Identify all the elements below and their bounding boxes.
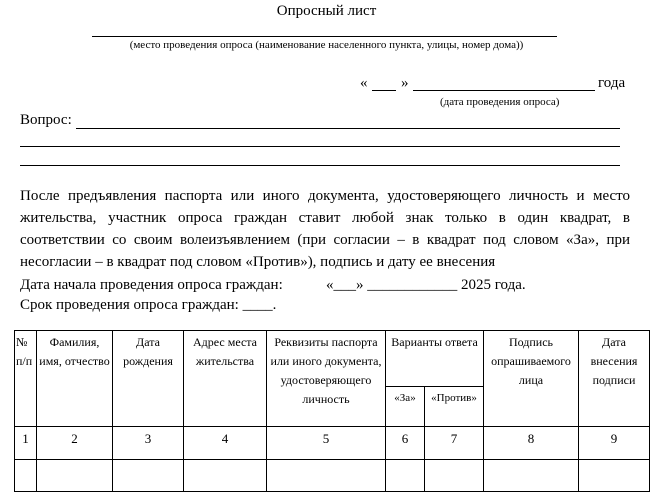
instructions: После предъявления паспорта или иного документа, удостоверяющего личность и место жительства, участник опроса граждан ставит любой знак только в один квадрат, в соответствии со своим волеизъявлением (при согласии – в квадрат под словом «За», при несогласии – в квадрат под словом «Против»), подпись и дату ее внесения <box>20 188 630 270</box>
empty-cell[interactable] <box>484 460 579 492</box>
col-number-9: 9 <box>579 427 650 460</box>
date-caption: (дата проведения опроса) <box>440 96 560 108</box>
question-line-2 <box>20 146 620 147</box>
empty-cell[interactable] <box>579 460 650 492</box>
question-label: Вопрос: <box>20 112 72 128</box>
header-answer-options: Варианты ответа <box>386 331 484 387</box>
place-caption: (место проведения опроса (наименование населенного пункта, улицы, номер дома)) <box>129 39 524 51</box>
empty-cell[interactable] <box>184 460 267 492</box>
date-open-quote: « <box>360 75 368 91</box>
header-birth-date: Дата рождения <box>113 331 184 427</box>
header-against: «Против» <box>425 387 484 427</box>
col-number-2: 2 <box>37 427 113 460</box>
empty-cell[interactable] <box>37 460 113 492</box>
header-passport: Реквизиты паспорта или иного документа, удостоверяющего личность <box>267 331 386 427</box>
place-blank-line <box>92 36 557 37</box>
col-number-1: 1 <box>15 427 37 460</box>
header-signature: Подпись опрашиваемого лица <box>484 331 579 427</box>
month-blank <box>413 90 595 91</box>
empty-cell[interactable] <box>386 460 425 492</box>
duration-label: Срок проведения опроса граждан: ____. <box>20 297 277 313</box>
header-address: Адрес места жительства <box>184 331 267 427</box>
col-number-3: 3 <box>113 427 184 460</box>
start-date-value: «___» ____________ 2025 года. <box>326 277 526 293</box>
col-number-5: 5 <box>267 427 386 460</box>
col-number-8: 8 <box>484 427 579 460</box>
year-word: года <box>598 75 626 91</box>
start-date-label: Дата начала проведения опроса граждан: <box>20 277 283 293</box>
col-number-4: 4 <box>184 427 267 460</box>
signature-table <box>14 330 650 492</box>
header-for: «За» <box>386 387 425 427</box>
date-close-quote: » <box>401 75 409 91</box>
empty-cell[interactable] <box>267 460 386 492</box>
question-line-3 <box>20 165 620 166</box>
document-title: Опросный лист <box>276 3 377 19</box>
empty-row <box>15 460 650 492</box>
header-name: Фамилия, имя, отчество <box>37 331 113 427</box>
empty-cell[interactable] <box>113 460 184 492</box>
header-sign-date: Дата внесения подписи <box>579 331 650 427</box>
col-number-7: 7 <box>425 427 484 460</box>
empty-cell[interactable] <box>425 460 484 492</box>
header-number: № п/п <box>15 331 37 427</box>
empty-cell[interactable] <box>15 460 37 492</box>
question-line-1 <box>76 128 620 129</box>
day-blank <box>372 90 396 91</box>
col-number-6: 6 <box>386 427 425 460</box>
